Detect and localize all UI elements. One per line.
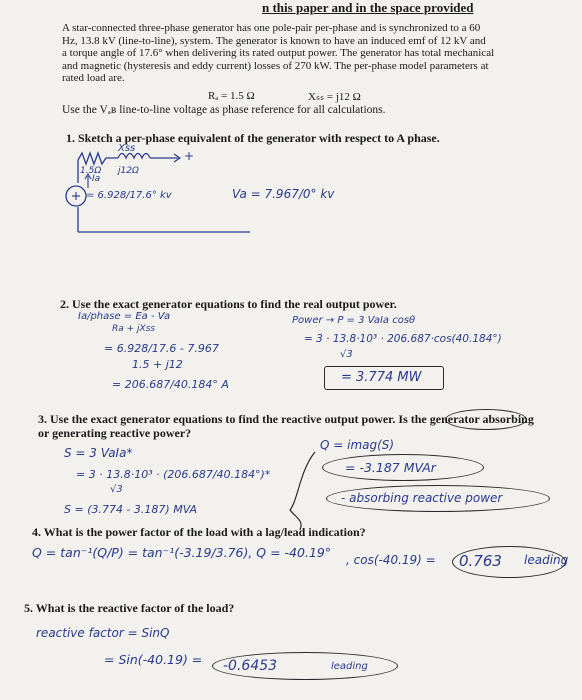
- ra-value: Rₐ = 1.5 Ω: [208, 90, 255, 102]
- reactive-factor-answer-box: [212, 652, 398, 680]
- problem-line-3: a torque angle of 17.6° when delivering its rated output power. The generator has total mechanical: [62, 47, 495, 59]
- question-4: 4. What is the power factor of the load with a lag/lead indication?: [32, 525, 366, 539]
- sqrt-three-2: √3: [110, 484, 123, 495]
- sqrt-three: √3: [340, 349, 353, 360]
- reactive-power-answer-box: [322, 454, 484, 481]
- ia-result: = 206.687/40.184° A: [112, 378, 229, 391]
- plus-sign: +: [184, 149, 195, 163]
- complex-power-formula: S = 3 VaIa*: [64, 446, 133, 460]
- question-2: 2. Use the exact generator equations to find the real output power.: [60, 297, 397, 311]
- angle-work: Q = tan⁻¹(Q/P) = tan⁻¹(-3.19/3.76), Q = -40.19°: [32, 545, 332, 560]
- absorbing-conclusion: - absorbing reactive power: [341, 491, 503, 505]
- ia-formula-den: Ra + jXss: [112, 324, 156, 334]
- real-power-answer-box: [324, 366, 444, 390]
- real-power-answer: = 3.774 MW: [341, 370, 422, 385]
- reactive-factor-formula: reactive factor = SinQ: [36, 626, 170, 640]
- complex-power-result: S = (3.774 - 3.187) MVA: [64, 503, 198, 516]
- power-factor-answer: 0.763: [459, 552, 502, 570]
- question-3-line-1: 3. Use the exact generator equations to find the reactive output power. Is the generator absorbing: [38, 412, 534, 426]
- problem-line-1: A star-connected three-phase generator has one pole-pair per-phase and is synchronized to a 60: [62, 22, 481, 34]
- question-1: 1. Sketch a per-phase equivalent of the generator with respect to A phase.: [66, 131, 440, 145]
- header-title: n this paper and in the space provided: [262, 0, 474, 15]
- xss-label: Xss: [118, 143, 136, 154]
- current-label: Ia: [92, 174, 101, 184]
- problem-line-2: Hz, 13.8 kV (line-to-line), system. The generator is known to have an induced emf of 12 kV and: [62, 34, 486, 47]
- power-formula: Power → P = 3 VaIa cosθ: [292, 315, 416, 326]
- conclusion-box: [326, 485, 550, 512]
- reactance-label: j12Ω: [118, 166, 139, 176]
- reactive-factor-substitution: = Sin(-40.19) =: [104, 652, 203, 667]
- resistance-label: 1.5Ω: [80, 166, 102, 176]
- work-connector: [290, 452, 315, 530]
- complex-power-substitution: = 3 · 13.8·10³ · (206.687/40.184°)*: [76, 468, 271, 481]
- emf-label: = 6.928/17.6° kv: [86, 190, 172, 201]
- power-factor-leading: leading: [524, 553, 569, 567]
- question-3-line-2: or generating reactive power?: [38, 426, 192, 440]
- ia-denominator: 1.5 + j12: [132, 358, 183, 371]
- reactive-power-answer: = -3.187 MVAr: [345, 460, 436, 475]
- problem-line-5: rated load are.: [62, 72, 125, 84]
- reactive-factor-leading: leading: [331, 661, 368, 672]
- reactive-power-formula: Q = imag(S): [320, 438, 395, 452]
- reference-note: Use the Vₐʙ line-to-line voltage as phase reference for all calculations.: [62, 104, 386, 116]
- absorbing-word: [455, 412, 506, 427]
- problem-line-4: and magnetic (hysteresis and eddy current) losses of 270 kW. The per-phase model parameters at: [62, 59, 489, 72]
- absorbing-circle: [445, 409, 527, 430]
- cosine-expression: , cos(-40.19) =: [346, 553, 436, 567]
- xss-value: Xₛₛ = j12 Ω: [308, 91, 361, 103]
- power-substitution: = 3 · 13.8·10³ · 206.687·cos(40.184°): [304, 333, 502, 345]
- ia-substitution: = 6.928/17.6 - 7.967: [104, 342, 219, 355]
- reactive-factor-answer: -0.6453: [223, 658, 278, 674]
- terminal-voltage-label: Va = 7.967/0° kv: [232, 187, 335, 201]
- inductor-symbol: [118, 154, 150, 159]
- question-5: 5. What is the reactive factor of the load?: [24, 601, 235, 615]
- resistor-symbol: [78, 153, 118, 164]
- ia-formula-num: Ia/phase = Ea - Va: [78, 311, 171, 322]
